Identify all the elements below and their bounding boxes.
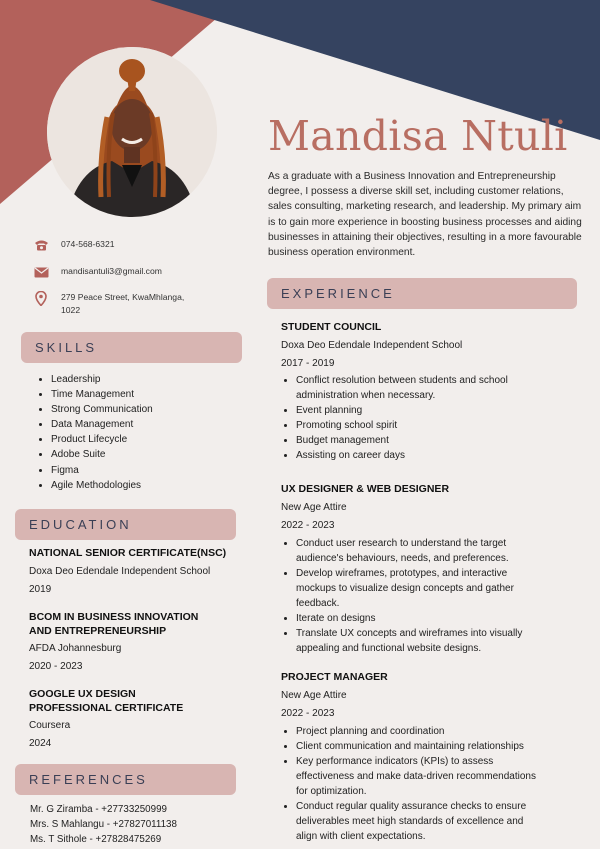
job-years: 2022 - 2023 [281, 520, 335, 531]
job-bullets [281, 724, 581, 844]
job-bullets [281, 536, 581, 656]
job-bullet: • Client communication and maintaining relationships [296, 739, 581, 754]
skill-item: • Adobe Suite [51, 447, 153, 462]
portrait-illustration [47, 47, 217, 217]
contact-address [32, 291, 184, 317]
education-years: 2019 [29, 584, 52, 595]
phone-icon [32, 238, 50, 252]
job-organization: New Age Attire [281, 502, 347, 513]
bullet-line: Conflict resolution between students and school [296, 375, 508, 386]
job-bullet [296, 754, 581, 799]
skill-item: • Time Management [51, 387, 153, 402]
experience-entry [281, 320, 581, 463]
reference-item: Ms. T Sithole - +27828475269 [30, 834, 162, 845]
reference-item: Mr. G Ziramba - +27733250999 [30, 804, 167, 815]
skills-heading-text: SKILLS [35, 340, 98, 355]
bullet-line: Develop wireframes, prototypes, and interactive [296, 568, 508, 579]
education-title: PROFESSIONAL CERTIFICATE [29, 702, 184, 714]
education-heading-text: EDUCATION [29, 517, 132, 532]
phone-text: 074-568-6321 [61, 239, 115, 249]
reference-item: Mrs. S Mahlangu - +27827011138 [30, 819, 177, 830]
candidate-name: Mandisa Ntuli [268, 112, 568, 160]
education-entry [29, 610, 229, 674]
experience-heading [267, 278, 577, 309]
skill-item: • Leadership [51, 372, 153, 387]
bullet-line: deliverables meet high standards of excellence and [296, 816, 524, 827]
bullet-line: feedback. [296, 598, 340, 609]
job-bullet [296, 566, 581, 611]
experience-entry [281, 482, 581, 656]
job-bullet [296, 373, 581, 403]
address-line-1: 279 Peace Street, KwaMhlanga, [61, 292, 185, 302]
bullet-line: audience's behaviours, needs, and preferences. [296, 553, 509, 564]
bullet-line: Translate UX concepts and wireframes into visually [296, 628, 523, 639]
education-heading [15, 509, 236, 540]
bullet-line: mockups to visualize design concepts and gather [296, 583, 514, 594]
skill-item: • Data Management [51, 417, 153, 432]
email-text: mandisantuli3@gmail.com [61, 266, 162, 276]
experience-entry [281, 670, 581, 844]
bullet-line: Conduct user research to understand the target [296, 538, 507, 549]
education-school: AFDA Johannesburg [29, 643, 122, 654]
education-years: 2024 [29, 738, 52, 749]
job-bullet: • Promoting school spirit [296, 418, 581, 433]
references-list [30, 802, 177, 847]
skills-heading [21, 332, 242, 363]
education-school: Doxa Deo Edendale Independent School [29, 566, 211, 577]
job-bullet: • Project planning and coordination [296, 724, 581, 739]
job-organization: Doxa Deo Edendale Independent School [281, 340, 463, 351]
bullet-line: effectiveness and make data-driven recommendations [296, 771, 536, 782]
job-years: 2017 - 2019 [281, 358, 335, 369]
job-bullet: • Assisting on career days [296, 448, 581, 463]
profile-summary: As a graduate with a Business Innovation and Entrepreneurship degree, I possess a diverse skill set, including customer relations, sales consulting, marketing research, and leadership. My primary aim is to gain more experience in boosting business processes and aiding businesses in attaining their objectives, resulting in a more favourable business operation environment. [268, 171, 582, 259]
job-bullet: • Iterate on designs [296, 611, 581, 626]
job-organization: New Age Attire [281, 690, 347, 701]
experience-heading-text: EXPERIENCE [281, 286, 395, 301]
bullet-line: appealing and functional website designs. [296, 643, 482, 654]
contact-email [32, 265, 162, 279]
profile-photo [47, 47, 217, 217]
location-icon [32, 291, 50, 305]
education-years: 2020 - 2023 [29, 661, 83, 672]
education-title: BCOM IN BUSINESS INNOVATION [29, 611, 199, 623]
skill-item: • Strong Communication [51, 402, 153, 417]
skill-item: • Agile Methodologies [51, 478, 153, 493]
job-title: STUDENT COUNCIL [281, 321, 382, 333]
references-heading-text: REFERENCES [29, 772, 148, 787]
education-title: NATIONAL SENIOR CERTIFICATE(NSC) [29, 547, 227, 559]
bullet-line: administration when necessary. [296, 390, 436, 401]
education-title: AND ENTREPRENEURSHIP [29, 625, 167, 637]
job-bullet: • Budget management [296, 433, 581, 448]
job-bullets [281, 373, 581, 463]
contact-phone [32, 238, 115, 252]
education-title: GOOGLE UX DESIGN [29, 688, 136, 700]
education-school: Coursera [29, 720, 71, 731]
bullet-line: for optimization. [296, 786, 367, 797]
job-years: 2022 - 2023 [281, 708, 335, 719]
skill-item: • Product Lifecycle [51, 432, 153, 447]
job-bullet [296, 626, 581, 656]
email-icon [32, 265, 50, 279]
education-entry [29, 687, 229, 751]
skill-item: • Figma [51, 463, 153, 478]
job-title: UX DESIGNER & WEB DESIGNER [281, 483, 450, 495]
bullet-line: Key performance indicators (KPIs) to assess [296, 756, 494, 767]
bullet-line: align with client expectations. [296, 831, 426, 842]
job-title: PROJECT MANAGER [281, 671, 388, 683]
job-bullet [296, 536, 581, 566]
bullet-line: Conduct regular quality assurance checks to ensure [296, 801, 527, 812]
skills-list [36, 372, 153, 493]
job-bullet: • Event planning [296, 403, 581, 418]
references-heading [15, 764, 236, 795]
education-entry [29, 546, 229, 597]
address-line-2: 1022 [61, 305, 81, 315]
job-bullet [296, 799, 581, 844]
